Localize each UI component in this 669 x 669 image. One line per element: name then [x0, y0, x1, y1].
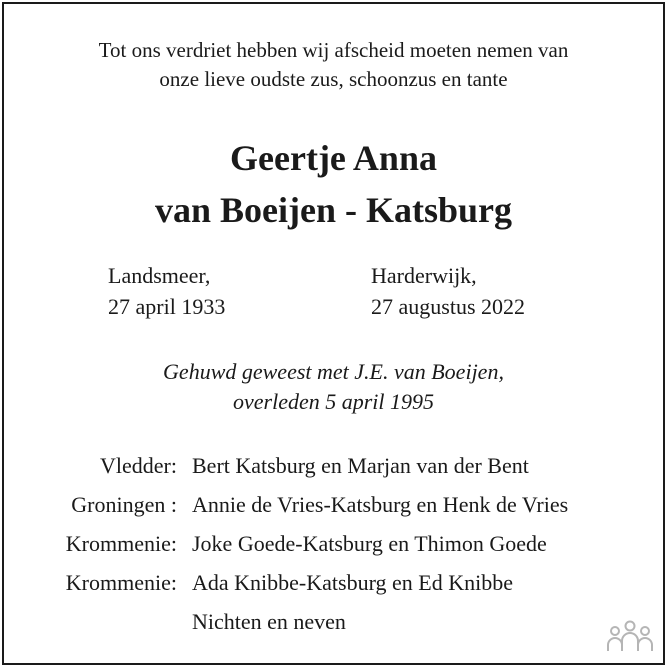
intro-line-1: Tot ons verdriet hebben wij afscheid moeten nemen van	[98, 38, 569, 62]
married-text	[4, 357, 663, 417]
logo-head-right	[641, 627, 649, 635]
family-names: Joke Goede-Katsburg en Thimon Goede	[192, 531, 547, 556]
family-row	[4, 570, 667, 609]
married-line-1: Gehuwd geweest met J.E. van Boeijen,	[163, 359, 504, 384]
family-names: Annie de Vries-Katsburg en Henk de Vries	[192, 492, 569, 517]
family-circles-icon	[605, 617, 655, 653]
family-place: Krommenie:	[65, 570, 177, 595]
family-names: Ada Knibbe-Katsburg en Ed Knibbe	[192, 570, 513, 595]
logo-head-left	[611, 627, 619, 635]
birth-date: 27 april 1933	[108, 294, 226, 319]
family-row	[4, 453, 667, 492]
family-place: Krommenie:	[65, 531, 177, 556]
name-line-2: van Boeijen - Katsburg	[154, 190, 512, 230]
family-row	[4, 492, 667, 531]
deceased-name	[4, 132, 663, 236]
family-place: Vledder:	[100, 453, 177, 478]
married-line-2: overleden 5 april 1995	[232, 389, 435, 414]
death-info	[371, 260, 525, 322]
obituary-card	[2, 2, 665, 665]
family-names: Nichten en neven	[192, 609, 346, 634]
death-date: 27 augustus 2022	[371, 294, 525, 319]
name-line-1: Geertje Anna	[230, 138, 437, 178]
family-row	[4, 531, 667, 570]
intro-text	[4, 36, 663, 94]
death-place: Harderwijk,	[371, 263, 477, 288]
family-row	[4, 609, 667, 648]
logo-head-center	[626, 622, 635, 631]
family-place: Groningen :	[71, 492, 177, 517]
logo-body-left	[608, 638, 622, 651]
family-names: Bert Katsburg en Marjan van der Bent	[192, 453, 529, 478]
family-list	[4, 453, 667, 648]
birth-info	[108, 260, 225, 322]
intro-line-2: onze lieve oudste zus, schoonzus en tante	[159, 67, 508, 91]
logo-body-right	[638, 638, 652, 651]
birth-place: Landsmeer,	[108, 263, 211, 288]
logo-body-center	[622, 633, 638, 651]
